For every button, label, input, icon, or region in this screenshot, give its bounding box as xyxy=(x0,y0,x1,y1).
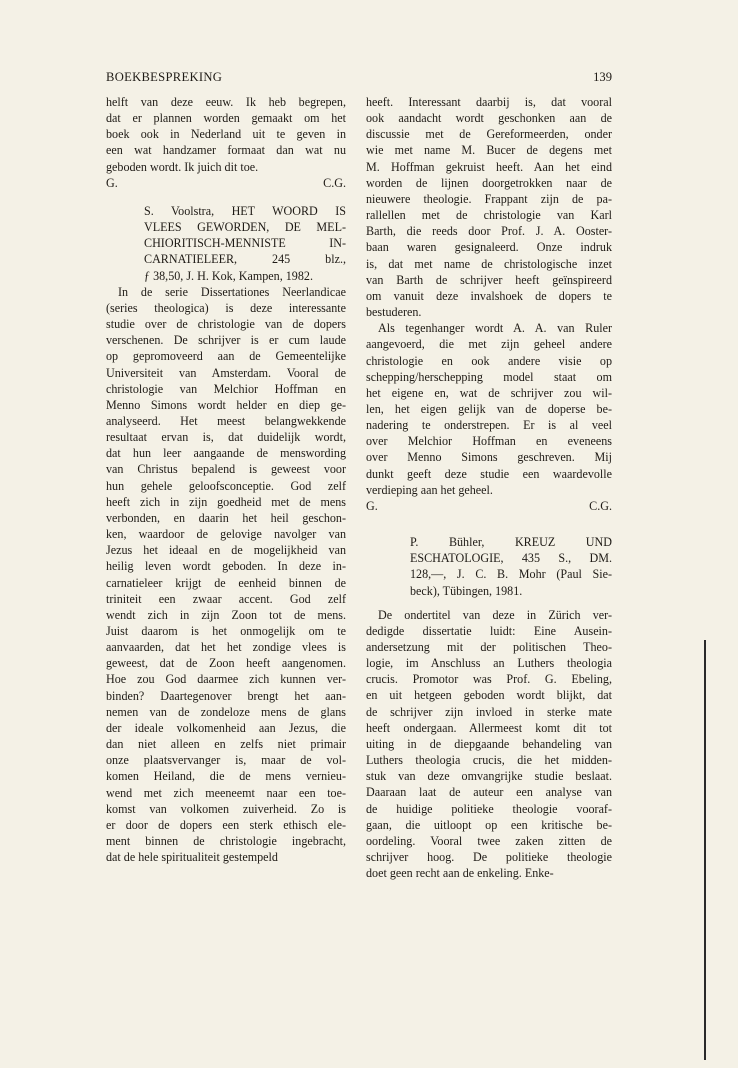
section-title: BOEKBESPREKING xyxy=(106,70,223,84)
heading-line: P. Bühler, KREUZ UND xyxy=(410,535,612,550)
text-line: hun gehele geloofsconceptie. God zelf xyxy=(106,478,346,493)
text-line: ment binnen de christologie ingebracht, xyxy=(106,834,346,849)
heading-line: VLEES GEWORDEN, DE MEL- xyxy=(144,220,346,235)
text-line: resultaat ervan is, dat duidelijk wordt, xyxy=(106,430,346,445)
text-line: wend met zich meeneemt naar een toe- xyxy=(106,785,346,800)
signature-initial: G. xyxy=(366,498,378,513)
heading-line: ESCHATOLOGIE, 435 S., DM. xyxy=(410,551,612,566)
text-line: andersetzung mit der politischen Theo- xyxy=(366,640,612,654)
text-line: len, het eigen gelijk van de doperse be- xyxy=(366,401,612,416)
text-line: boek ook in Nederland uit te geven in xyxy=(106,127,346,142)
text-line: discussie met de Gereformeerden, onder xyxy=(366,127,612,142)
text-line: komen Heiland, die de mens vernieu- xyxy=(106,769,346,784)
text-line: verdieping aan het geheel. xyxy=(366,482,493,497)
text-line: uiting in de diepgaande behandeling van xyxy=(366,736,612,751)
text-line: heeft. Interessant daarbij is, dat vooral xyxy=(366,95,612,109)
text-line: geboden wordt. Ik juich dit toe. xyxy=(106,159,259,174)
signature-initial: G. xyxy=(106,175,118,190)
intro-signature xyxy=(106,175,346,191)
text-line: van Christus bepalend is geweest voor xyxy=(106,462,346,477)
page-number: 139 xyxy=(593,70,612,84)
text-line: dat er plannen worden gemaakt om het xyxy=(106,111,346,126)
text-line: Juist daarom is het onmogelijk om te xyxy=(106,624,346,638)
text-line: worden de lijnen doorgetrokken naar de xyxy=(366,175,612,190)
text-line: dat de hele spiritualiteit gestempeld xyxy=(106,850,278,865)
text-line: studie over de christologie van de dopers xyxy=(106,317,346,332)
text-line: binden? Daartegenover brengt het aan- xyxy=(106,688,346,703)
text-line: Menno Simons wordt helder en diep ge- xyxy=(106,397,346,412)
text-line: M. Hoffman gekruist heeft. Aan het eind xyxy=(366,159,612,174)
text-line: nadering te onderstrepen. Er is al veel xyxy=(366,418,612,433)
text-line: ken, waardoor de gelovige navolger van xyxy=(106,527,346,542)
text-line: helft van deze eeuw. Ik heb begrepen, xyxy=(106,95,346,109)
text-line: baan waren gesignaleerd. Onze indruk xyxy=(366,240,612,255)
text-line: op gepromoveerd aan de Gemeentelijke xyxy=(106,349,346,364)
text-line: doet geen recht aan de enkeling. Enke- xyxy=(366,866,554,881)
heading-line: CARNATIELEER, 245 blz., xyxy=(144,252,346,267)
signature-author: C.G. xyxy=(589,498,612,513)
text-line: christologie en ook andere visie op xyxy=(366,353,612,368)
text-line: analyseerd. Het meest belangwekkende xyxy=(106,413,346,428)
heading-line: 128,—, J. C. B. Mohr (Paul Sie- xyxy=(410,567,612,582)
intro-paragraph xyxy=(106,94,346,175)
text-line: rallellen met de christologie van Karl xyxy=(366,208,612,223)
text-line: dan niet alleen en zelfs niet primair xyxy=(106,737,346,752)
text-line: De ondertitel van deze in Zürich ver- xyxy=(378,607,612,622)
left-column xyxy=(106,94,346,865)
text-line: wie met name M. Bucer de degens met xyxy=(366,143,612,158)
paragraph-van-ruler xyxy=(366,320,612,498)
text-line: wendt zich in zijn Zoon tot de mens. xyxy=(106,607,346,622)
text-line: schrijver hoog. De politieke theologie xyxy=(366,850,612,865)
text-line: onze plaatsvervanger is, maar de vol- xyxy=(106,753,346,768)
text-line: Als tegenhanger wordt A. A. van Ruler xyxy=(378,321,612,336)
text-line: logie, im Anschluss an Luthers theologia xyxy=(366,656,612,671)
text-line: stuk van deze omvangrijke studie beslaat. xyxy=(366,769,612,784)
text-line: om vanuit deze invalshoek de dopers te xyxy=(366,288,612,303)
text-line: komst van volkomen zuiverheid. Zo is xyxy=(106,801,346,816)
text-line: nieuwere theologie. Frappant zijn de pa- xyxy=(366,191,612,206)
page-header xyxy=(106,70,612,85)
text-line: er door de dopers een sterk ethisch ele- xyxy=(106,817,346,832)
text-line: aanvaarden, dat het het zondige vlees is xyxy=(106,640,346,655)
text-line: Daaraan laat de auteur een analyse van xyxy=(366,785,612,800)
text-line: over Menno Simons geschreven. Mij xyxy=(366,450,612,465)
text-line: Universiteit van Amsterdam. Vooral de xyxy=(106,365,346,380)
text-line: carnatieleer krijgt de eenheid binnen de xyxy=(106,575,346,590)
text-line: aangevoerd, die met zijn geheel andere xyxy=(366,337,612,352)
text-line: verbonden, en daarin het heil geschon- xyxy=(106,510,346,525)
review-heading-voolstra xyxy=(106,203,346,284)
continuation-paragraph xyxy=(366,94,612,320)
review-body-voolstra xyxy=(106,284,346,866)
text-line: bestuderen. xyxy=(366,305,422,320)
text-line: christologie van Melchior Hoffman en xyxy=(106,381,346,396)
right-column xyxy=(366,94,612,881)
text-line: de schrijver zijn invloed in sterke mate xyxy=(366,704,612,719)
text-line: dedigde dissertatie luidt: Eine Ausein- xyxy=(366,623,612,638)
text-line: van Barth de schrijver heeft geïnspireerd xyxy=(366,272,612,287)
text-line: heeft ondergaan. Allermeest komt dit tot xyxy=(366,720,612,735)
text-line: en uit hetgeen geboden wordt blijkt, dat xyxy=(366,688,612,703)
review-body-buhler xyxy=(366,607,612,882)
text-line: Barth, die reeds door Prof. J. A. Ooster- xyxy=(366,224,612,239)
text-line: Luthers theologia crucis, die het midden- xyxy=(366,753,612,768)
text-line: dat hun leer aangaande de menswording xyxy=(106,446,346,461)
review-signature xyxy=(366,498,612,514)
text-line: Hoe zou God daarmee zich kunnen ver- xyxy=(106,672,346,687)
signature-author: C.G. xyxy=(323,175,346,190)
heading-line: beck), Tübingen, 1981. xyxy=(410,583,523,598)
text-line: schepping/herschepping model staat om xyxy=(366,369,612,384)
text-line: ook aandacht wordt geschonken aan de xyxy=(366,111,612,126)
text-line: een wat handzamer formaat dan wat nu xyxy=(106,143,346,158)
text-line: het eigene en, wat de schrijver zou wil- xyxy=(366,385,612,400)
text-line: gaan, die uitloopt op een kritische be- xyxy=(366,817,612,832)
text-line: is, dat met name de christologische inzet xyxy=(366,256,612,271)
text-line: verschenen. De schrijver is er cum laude xyxy=(106,333,346,348)
heading-line: S. Voolstra, HET WOORD IS xyxy=(144,203,346,218)
text-line: de huidige politieke theologie vooraf- xyxy=(366,801,612,816)
text-line: Jezus het ideaal en de mogelijkheid van xyxy=(106,543,346,558)
text-line: nemen van de zondeloze mens de glans xyxy=(106,704,346,719)
scan-edge-line xyxy=(704,640,706,1060)
text-line: der ideale volkomenheid aan Jezus, die xyxy=(106,720,346,735)
text-line: over Melchior Hoffman en eveneens xyxy=(366,434,612,449)
text-line: dunkt geeft deze studie een waardevolle xyxy=(366,466,612,481)
text-line: In de serie Dissertationes Neerlandicae xyxy=(118,284,346,299)
text-line: heilig leven wordt geboden. In deze in- xyxy=(106,559,346,574)
text-line: heeft zich in zijn goedheid met de mens xyxy=(106,494,346,509)
text-line: geweest, dat de Zoon heeft aangenomen. xyxy=(106,656,346,671)
heading-line: ƒ 38,50, J. H. Kok, Kampen, 1982. xyxy=(144,268,313,283)
text-line: oordeling. Vooral twee zaken zitten de xyxy=(366,833,612,848)
review-heading-buhler xyxy=(366,534,612,599)
text-line: (series theologica) is deze interessante xyxy=(106,300,346,315)
heading-line: CHIORITISCH-MENNISTE IN- xyxy=(144,236,346,251)
text-line: triniteit een zwaar accent. God zelf xyxy=(106,591,346,606)
text-line: crucis. Promotor was Prof. G. Ebeling, xyxy=(366,672,612,687)
